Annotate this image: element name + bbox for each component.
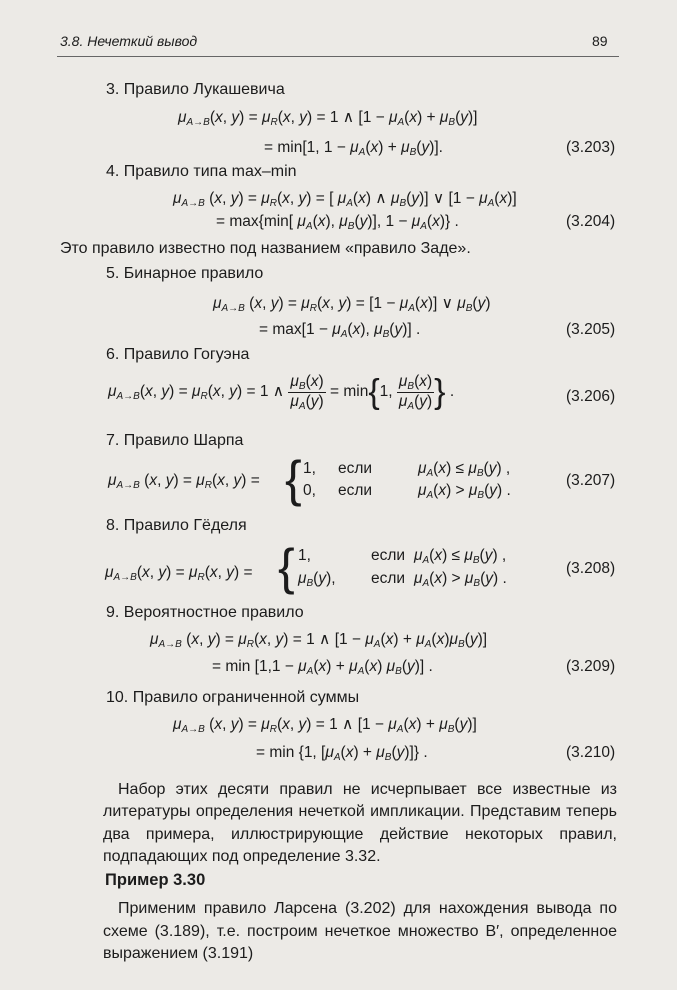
case-value: 1,	[303, 460, 316, 477]
rule-heading-godel: 8. Правило Гёделя	[106, 517, 247, 534]
formula-bounded-sum-line2: = min {1, $[\mu_A(x) + \mu_B(y)]$} .	[256, 744, 428, 763]
rule-heading-sharp: 7. Правило Шарпа	[106, 432, 244, 449]
equation-number: (3.209)	[566, 658, 616, 675]
running-header: 3.8. Нечеткий вывод	[60, 33, 198, 49]
rule-heading-max-min: 4. Правило типа max–min	[106, 163, 297, 180]
example-heading: Пример 3.30	[105, 871, 206, 889]
equation-number: (3.203)	[566, 139, 616, 156]
formula-sharp: $\mu_{A\to B}$ (x, $y) = \mu_R(x$, y) =	[108, 472, 260, 491]
case-value: 0,	[303, 482, 316, 499]
formula-goguen: $\mu_{A\to B}(x$, $y) = \mu_R(x$, y) = 1 ∧ $\frac{\mu_B(x)}{\mu_A(y)}$ = min{1, $\frac{\mu_B(x)}{\mu_A(y)}$ } .	[108, 373, 455, 412]
formula-max-min-line1: $\mu_{A\to B}$ (x, $y) = \mu_R(x$, y) = [ $\mu_A(x)$ ∧ $\mu_B(y)$] ∨ $[1 - \mu_A(x)]$	[173, 190, 517, 209]
equation-number: (3.207)	[566, 472, 616, 489]
rule-heading-bounded-sum: 10. Правило ограниченной суммы	[106, 689, 360, 706]
rule-heading-binary: 5. Бинарное правило	[106, 265, 264, 282]
header-rule	[57, 56, 619, 57]
rule-heading-goguen: 6. Правило Гогуэна	[106, 346, 250, 363]
formula-probabilistic-line2: = $\min [1,1 - \mu_A(x) + \mu_A(x)$ $\mu_B(y)$] .	[212, 658, 433, 677]
example-paragraph: Применим правило Ларсена (3.202) для нахождения вывода по схеме (3.189), т.е. построим нечеткое множество B′, определенное выражением (3.191)	[103, 900, 617, 962]
equation-number: (3.208)	[566, 560, 616, 577]
formula-binary-line1: $\mu_{A\to B}$ (x, $y) = \mu_R(x$, $y) = [1 - \mu_A(x)]$ ∨ $\mu_B(y)$	[213, 295, 491, 314]
summary-paragraph: Набор этих десяти правил не исчерпывает все известные из литературы определения нечеткой импликации. Представим теперь два примера, иллюстрирующие действие некоторых правил, подпадающих под определение 3.32.	[103, 781, 617, 865]
case-condition: $\mu_A(x) > \mu_B(y)$ .	[418, 482, 511, 501]
case-value: 1,	[298, 547, 311, 564]
case-word: если	[371, 547, 406, 564]
case-word: если	[338, 482, 373, 499]
formula-godel: $\mu_{A\to B}(x$, $y) = \mu_R(x$, y) =	[105, 564, 253, 583]
case-condition: $\mu_A(x) \le \mu_B(y)$ ,	[414, 547, 507, 566]
equation-number: (3.205)	[566, 321, 616, 338]
equation-number: (3.206)	[566, 388, 616, 405]
rule-heading-lukasiewicz: 3. Правило Лукашевича	[106, 81, 285, 98]
rule-heading-probabilistic: 9. Вероятностное правило	[106, 604, 304, 621]
formula-max-min-line2: = max{min[ $\mu_A(x)$, $\mu_B(y)$], $1 - \mu_A(x)$} .	[216, 213, 459, 232]
left-brace: {	[278, 539, 295, 595]
case-value: $\mu_B(y)$,	[298, 570, 336, 589]
formula-binary-line2: = $\max[1 - \mu_A(x)$, $\mu_B(y)$] .	[259, 321, 421, 340]
formula-lukasiewicz-line2: = min[1, $1 - \mu_A(x) + \mu_B(y)$].	[264, 139, 443, 158]
equation-number: (3.210)	[566, 744, 616, 761]
case-condition: $\mu_A(x) \le \mu_B(y)$ ,	[418, 460, 511, 479]
case-condition: $\mu_A(x) > \mu_B(y)$ .	[414, 570, 507, 589]
formula-probabilistic-line1: $\mu_{A\to B}$ (x, $y) = \mu_R(x$, y) = 1 ∧ $[1 - \mu_A(x) + \mu_A(x)\mu_B(y)]$	[150, 631, 488, 650]
equation-number: (3.204)	[566, 213, 616, 230]
zadeh-note: Это правило известно под названием «правило Заде».	[60, 240, 471, 257]
case-word: если	[338, 460, 373, 477]
page-number: 89	[592, 33, 608, 49]
case-word: если	[371, 570, 406, 587]
formula-lukasiewicz-line1: $\mu_{A\to B}(x$, $y) = \mu_R(x$, y) = 1 ∧ $[1 - \mu_A(x) + \mu_B(y)]$	[178, 109, 478, 128]
left-brace: {	[285, 451, 302, 507]
formula-bounded-sum-line1: $\mu_{A\to B}$ (x, $y) = \mu_R(x$, y) = 1 ∧ $[1 - \mu_A(x) + \mu_B(y)]$	[173, 716, 477, 735]
